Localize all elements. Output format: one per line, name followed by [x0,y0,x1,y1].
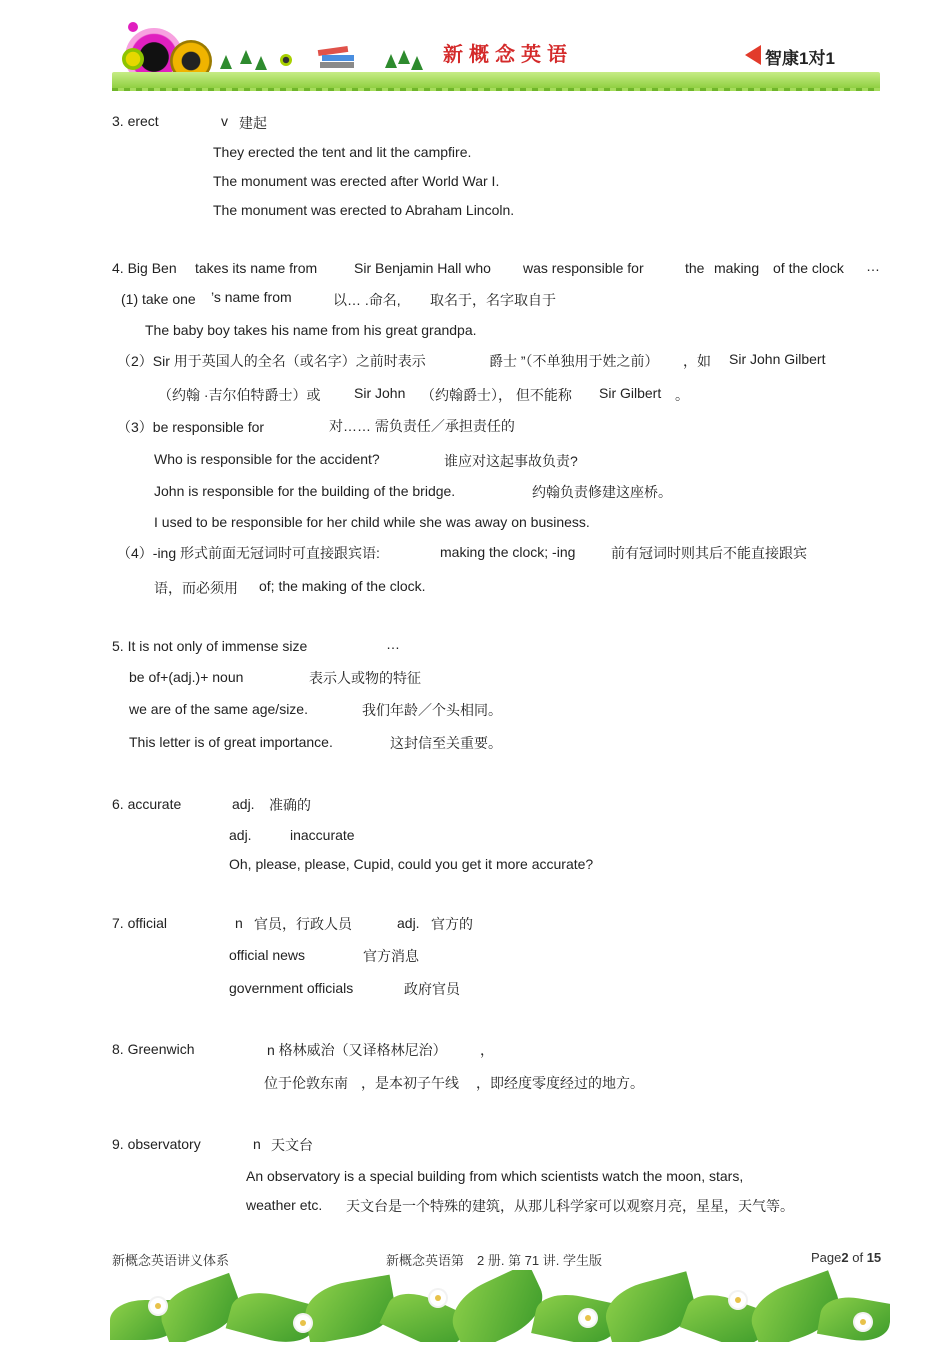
item-pos: n [253,1136,261,1152]
antonym-word: inaccurate [290,827,355,843]
example-sentence: They erected the tent and lit the campfire. [213,144,472,160]
example-sentence: we are of the same age/size. [129,701,308,717]
phrase-text: government officials [229,980,354,996]
example-sentence: Oh, please, please, Cupid, could you get it more accurate? [229,856,594,872]
item-pos: adj. [232,796,255,812]
footer-series: 新概念英语讲义体系 [112,1253,230,1268]
page-total: 15 [866,1250,882,1265]
page-current: 2 [841,1250,849,1265]
item-text: Sir Benjamin Hall who [354,260,491,276]
note-text: Sir Gilbert [599,385,662,401]
flower-icon [430,1290,446,1306]
leaf-icon [301,1275,399,1342]
item-meaning: 官方的 [431,916,473,932]
item-pos: n [235,915,243,931]
decor-circle-icon [122,48,144,70]
item-headword: 8. Greenwich [112,1041,195,1057]
example-translation: 这封信至关重要。 [390,735,502,751]
books-icon [318,48,356,70]
item-text: was responsible for [523,260,644,276]
item-text: making [714,260,760,276]
tree-icon [255,56,267,70]
pattern-meaning: 表示人或物的特征 [309,670,421,686]
item-headword: 6. accurate [112,796,182,812]
item-meaning: 准确的 [269,797,311,813]
item-meaning: 官员，行政人员 [254,916,352,932]
item-text: ， [480,1042,494,1058]
note-text: 对…… 需负责任／承担责任的 [329,418,515,434]
tree-icon [398,50,410,64]
page-prefix: Page [811,1250,842,1265]
phrase-meaning: 官方消息 [363,948,419,964]
tree-icon [220,55,232,69]
phrase-text: official news [229,947,306,963]
item-headword: 7. official [112,915,167,931]
example-sentence: John is responsible for the building of the bridge. [154,483,456,499]
pattern-text: be of+(adj.)+ noun [129,669,244,685]
flower-icon [150,1298,166,1314]
decor-circle-icon [128,22,138,32]
example-sentence: The monument was erected after World War I. [213,173,500,189]
item-text: of the clock [773,260,844,276]
flower-icon [580,1310,596,1326]
note-text: 。 [675,387,689,403]
note-text: of; the making of the clock. [259,578,426,594]
item-text: 位于伦敦东南 [264,1075,348,1091]
note-text: Sir John [354,385,406,401]
note-text: （4）-ing 形式前面无冠词时可直接跟宾语: [117,545,380,561]
item-headword: 3. erect [112,113,159,129]
leaf-icon [599,1271,700,1342]
brand-logo-icon [745,45,761,65]
note-text: ’s name from [211,289,292,305]
item-meaning: n 格林威治（又译格林尼治） [267,1042,447,1058]
item-headword: 9. observatory [112,1136,201,1152]
note-text: (1) take one [121,291,196,307]
tree-icon [385,54,397,68]
phrase-meaning: 政府官员 [404,981,460,997]
note-text: 爵士 ”（不单独用于姓之前） [489,353,659,369]
tree-icon [411,56,423,70]
example-sentence: This letter is of great importance. [129,734,333,750]
example-translation: 谁应对这起事故负责? [444,453,578,469]
footer-lesson: 新概念英语第 2 册. 第 71 讲. 学生版 [386,1253,602,1268]
example-sentence: weather etc. [246,1197,323,1213]
note-text: 以… .命名, [333,292,401,308]
item-pos: v [221,113,228,129]
decor-circle-icon [280,54,292,66]
page-of: of [852,1250,864,1265]
tree-icon [240,50,252,64]
item-meaning: 天文台 [271,1137,313,1153]
footer-decoration [110,1270,890,1342]
note-text: （2）Sir 用于英国人的全名（或名字）之前时表示 [117,353,426,369]
note-text: Sir John Gilbert [729,351,826,367]
header-title: 新概念英语 [443,42,573,66]
item-text: takes its name from [195,260,318,276]
item-ellipsis: … [866,258,880,274]
example-sentence: I used to be responsible for her child while she was away on business. [154,514,590,530]
note-text: 前有冠词时则其后不能直接跟宾 [611,545,807,561]
note-text: （约翰爵士）， 但不能称 [421,387,572,403]
item-text: ，即经度零度经过的地方。 [476,1075,644,1091]
example-translation: 天文台是一个特殊的建筑，从那儿科学家可以观察月亮，星星，天气等。 [346,1198,794,1214]
example-translation: 约翰负责修建这座桥。 [532,484,672,500]
example-sentence: The baby boy takes his name from his great grandpa. [145,322,477,338]
flower-icon [855,1314,871,1330]
flower-icon [295,1315,311,1331]
example-translation: 我们年龄／个头相同。 [362,702,502,718]
item-pos: adj. [229,827,252,843]
note-text: （3）be responsible for [117,419,265,435]
item-ellipsis: … [386,636,400,652]
note-text: 语，而必须用 [154,580,238,596]
flower-icon [730,1292,746,1308]
note-text: （约翰 ·吉尔伯特爵士）或 [158,387,321,403]
brand-name: 智康1对1 [765,49,835,68]
example-sentence: The monument was erected to Abraham Lincoln. [213,202,515,218]
item-pos: adj. [397,915,420,931]
example-sentence: An observatory is a special building from which scientists watch the moon, stars, [246,1168,744,1184]
note-text: ，如 [683,353,711,369]
header-stripe [112,88,880,91]
item-meaning: 建起 [239,115,267,131]
item-text: ，是本初子午线 [361,1075,459,1091]
example-sentence: Who is responsible for the accident? [154,451,380,467]
note-text: 取名于，名字取自于 [430,292,556,308]
item-headword: 4. Big Ben [112,260,177,276]
item-headword: 5. It is not only of immense size [112,638,308,654]
note-text: making the clock; -ing [440,544,576,560]
item-text: the [685,260,705,276]
page-number [811,1250,881,1265]
